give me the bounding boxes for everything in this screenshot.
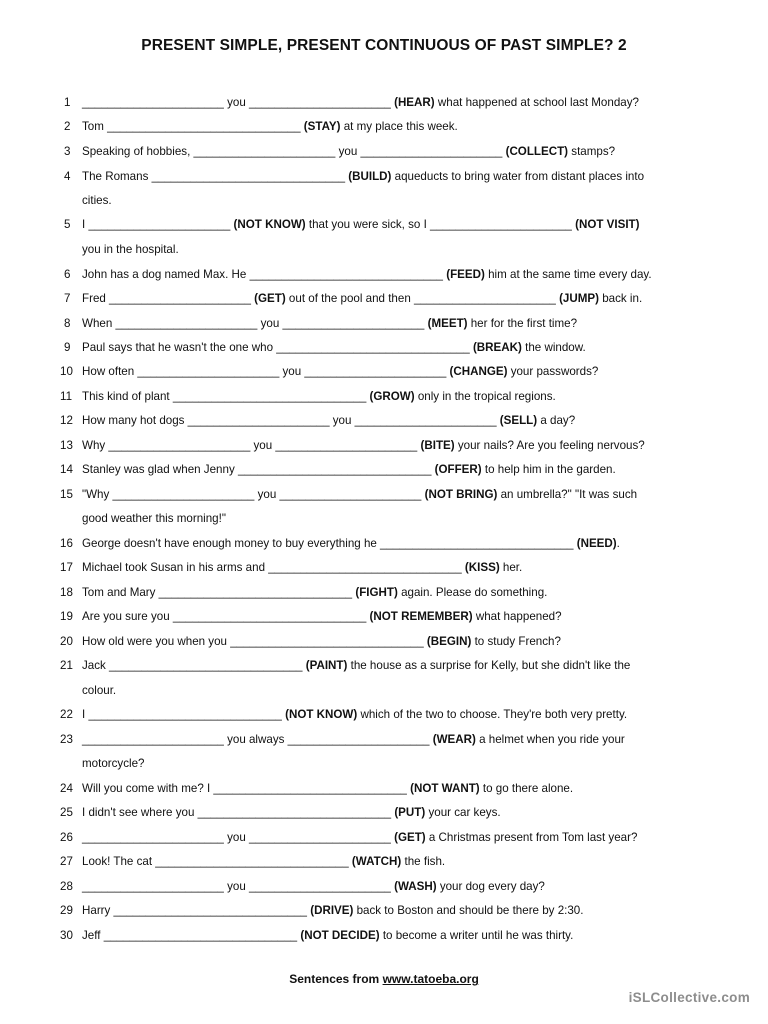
item-text [82,535,620,553]
verb-hint: (GET) [254,292,286,305]
verb-hint: (NOT KNOW) [233,218,306,231]
text-segment: ______________________ you ______________________ [82,831,395,844]
text-segment: How often ______________________ you ______________________ [82,365,450,378]
verb-hint: (PAINT) [305,659,348,672]
exercise-item-29 [0,902,768,920]
item-text [82,559,522,577]
exercise-item-17 [0,559,768,577]
item-number: 7 [64,292,71,305]
text-segment: a Christmas present from Tom last year? [425,831,638,844]
exercise-item-13 [0,437,768,455]
verb-hint: (NOT KNOW) [285,708,358,721]
item-number: 2 [64,120,71,133]
text-segment: Why ______________________ you ______________________ [82,439,421,452]
exercise-continuation [0,682,768,700]
item-number: 18 [60,586,73,599]
item-text [82,927,573,945]
item-number: 6 [64,268,71,281]
item-number: 5 [64,218,71,231]
exercise-item-18 [0,584,768,602]
verb-hint: (NOT WANT) [410,782,480,795]
verb-hint: (PUT) [394,806,426,819]
text-segment: again. Please do something. [397,586,548,599]
exercise-item-10 [0,363,768,381]
text-segment: a day? [537,414,576,427]
verb-hint: (GET) [394,831,426,844]
text-segment: to help him in the garden. [481,463,616,476]
exercise-item-24 [0,780,768,798]
text-segment: I ______________________ [82,218,234,231]
text-segment: Are you sure you ______________________________ [82,610,370,623]
exercise-item-15 [0,486,768,504]
exercise-item-4 [0,168,768,186]
text-segment: that you were sick, so I ______________________ [305,218,576,231]
item-text [82,657,630,675]
verb-hint: (BITE) [420,439,455,452]
item-text [82,633,561,651]
item-number: 25 [60,806,73,819]
footer [0,972,768,986]
text-segment: motorcycle? [82,757,145,770]
verb-hint: (COLLECT) [505,145,569,158]
item-number: 4 [64,170,71,183]
text-segment: him at the same time every day. [484,268,652,281]
item-number: 11 [60,390,73,403]
text-segment: a helmet when you ride your [475,733,625,746]
verb-hint: (NEED) [576,537,617,550]
exercise-continuation [0,192,768,210]
exercise-continuation [0,241,768,259]
text-segment: her. [499,561,523,574]
item-text [82,266,652,284]
verb-hint: (WATCH) [351,855,402,868]
item-text [82,412,575,430]
verb-hint: (BEGIN) [426,635,472,648]
text-segment: ______________________ you ______________________ [82,96,395,109]
text-segment: at my place this week. [340,120,458,133]
text-segment: back to Boston and should be there by 2:30. [353,904,584,917]
text-segment: your car keys. [425,806,501,819]
item-number: 29 [60,904,73,917]
item-number: 15 [60,488,73,501]
text-segment: The Romans ______________________________ [82,170,349,183]
verb-hint: (FEED) [446,268,485,281]
text-segment: "Why ______________________ you ______________________ [82,488,425,501]
item-number: 13 [60,439,73,452]
item-number: 14 [60,463,73,476]
text-segment: out of the pool and then ______________________ [285,292,560,305]
item-text [82,584,547,602]
text-segment: John has a dog named Max. He ______________________________ [82,268,447,281]
verb-hint: (CHANGE) [449,365,508,378]
exercise-item-30 [0,927,768,945]
item-number: 10 [60,365,73,378]
exercise-item-26 [0,829,768,847]
text-segment: only in the tropical regions. [414,390,556,403]
verb-hint: (STAY) [303,120,341,133]
item-number: 9 [64,341,71,354]
text-segment: your passwords? [507,365,599,378]
verb-hint: (SELL) [499,414,538,427]
item-text [82,902,583,920]
item-number: 21 [60,659,73,672]
text-segment: back in. [599,292,643,305]
text-segment: Harry ______________________________ [82,904,311,917]
text-segment: an umbrella?" "It was such [497,488,638,501]
exercise-item-27 [0,853,768,871]
text-segment: cities. [82,194,112,207]
verb-hint: (MEET) [427,317,468,330]
text-segment: Jeff ______________________________ [82,929,301,942]
item-number: 30 [60,929,73,942]
exercise-item-19 [0,608,768,626]
item-text [82,461,616,479]
text-segment: Fred ______________________ [82,292,255,305]
item-number: 12 [60,414,73,427]
source-link[interactable]: www.tatoeba.org [382,972,479,986]
item-number: 16 [60,537,73,550]
item-number: 26 [60,831,73,844]
verb-hint: (NOT DECIDE) [300,929,380,942]
item-text [82,168,644,186]
text-segment: the window. [521,341,586,354]
brand-watermark: iSLCollective.com [628,990,750,1005]
text-segment: Tom ______________________________ [82,120,304,133]
text-segment: your nails? Are you feeling nervous? [454,439,645,452]
item-number: 20 [60,635,73,648]
exercise-item-8 [0,315,768,333]
item-text [82,486,637,504]
item-text [82,829,637,847]
verb-hint: (NOT BRING) [424,488,498,501]
text-segment: . [616,537,620,550]
text-segment: Paul says that he wasn't the one who ______________________________ [82,341,473,354]
item-text [82,755,145,773]
footer-prefix: Sentences from [289,972,383,986]
text-segment: to become a writer until he was thirty. [379,929,574,942]
item-text [82,804,501,822]
verb-hint: (JUMP) [559,292,599,305]
page-title: PRESENT SIMPLE, PRESENT CONTINUOUS OF PAST SIMPLE? 2 [141,37,627,54]
verb-hint: (FIGHT) [355,586,398,599]
item-number: 8 [64,317,71,330]
item-text [82,290,642,308]
text-segment: Speaking of hobbies, ______________________ you ______________________ [82,145,506,158]
verb-hint: (NOT VISIT) [575,218,640,231]
text-segment: to go there alone. [479,782,574,795]
text-segment: the fish. [401,855,446,868]
exercise-item-23 [0,731,768,749]
verb-hint: (BREAK) [472,341,522,354]
item-text [82,853,445,871]
item-text [82,780,573,798]
exercise-item-11 [0,388,768,406]
text-segment: Look! The cat ______________________________ [82,855,352,868]
item-text [82,94,639,112]
text-segment: what happened? [472,610,562,623]
text-segment: Jack ______________________________ [82,659,306,672]
item-text [82,608,562,626]
text-segment: This kind of plant ______________________________ [82,390,370,403]
text-segment: your dog every day? [436,880,545,893]
item-number: 22 [60,708,73,721]
exercise-item-9 [0,339,768,357]
item-text [82,216,640,234]
item-number: 1 [64,96,71,109]
verb-hint: (HEAR) [394,96,435,109]
item-text [82,315,577,333]
item-number: 17 [60,561,73,574]
text-segment: the house as a surprise for Kelly, but she didn't like the [347,659,631,672]
verb-hint: (WEAR) [432,733,476,746]
exercise-item-5 [0,216,768,234]
verb-hint: (DRIVE) [310,904,354,917]
text-segment: you in the hospital. [82,243,179,256]
text-segment: Michael took Susan in his arms and ______________________________ [82,561,465,574]
item-text [82,143,615,161]
text-segment: How many hot dogs ______________________ you ______________________ [82,414,500,427]
exercise-item-2 [0,118,768,136]
text-segment: I ______________________________ [82,708,286,721]
item-text [82,192,112,210]
item-text [82,731,625,749]
item-text [82,118,458,136]
text-segment: I didn't see where you ______________________________ [82,806,395,819]
exercise-item-12 [0,412,768,430]
text-segment: Tom and Mary ______________________________ [82,586,356,599]
item-number: 24 [60,782,73,795]
item-text [82,437,645,455]
text-segment: colour. [82,684,117,697]
text-segment: her for the first time? [467,317,578,330]
text-segment: which of the two to choose. They're both very pretty. [357,708,628,721]
verb-hint: (NOT REMEMBER) [369,610,473,623]
text-segment: stamps? [568,145,616,158]
item-number: 3 [64,145,71,158]
verb-hint: (OFFER) [434,463,482,476]
text-segment: How old were you when you ______________________________ [82,635,427,648]
item-text [82,363,598,381]
verb-hint: (BUILD) [348,170,392,183]
verb-hint: (KISS) [464,561,500,574]
exercise-item-21 [0,657,768,675]
exercise-continuation [0,755,768,773]
item-text [82,241,179,259]
exercise-item-6 [0,266,768,284]
item-number: 23 [60,733,73,746]
item-text [82,682,116,700]
text-segment: what happened at school last Monday? [434,96,639,109]
exercise-item-28 [0,878,768,896]
verb-hint: (GROW) [369,390,415,403]
text-segment: good weather this morning!" [82,512,226,525]
exercise-item-20 [0,633,768,651]
text-segment: ______________________ you always ______________________ [82,733,433,746]
exercise-item-22 [0,706,768,724]
item-text [82,388,556,406]
exercise-item-3 [0,143,768,161]
exercise-item-14 [0,461,768,479]
item-text [82,706,627,724]
text-segment: George doesn't have enough money to buy everything he ______________________________ [82,537,577,550]
item-text [82,339,586,357]
exercise-item-16 [0,535,768,553]
text-segment: When ______________________ you ______________________ [82,317,428,330]
exercise-item-7 [0,290,768,308]
item-number: 27 [60,855,73,868]
text-segment: to study French? [471,635,561,648]
text-segment: Will you come with me? I ______________________________ [82,782,411,795]
item-text [82,510,226,528]
exercise-item-25 [0,804,768,822]
text-segment: Stanley was glad when Jenny ______________________________ [82,463,435,476]
text-segment: aqueducts to bring water from distant places into [391,170,645,183]
item-number: 28 [60,880,73,893]
verb-hint: (WASH) [394,880,437,893]
item-text [82,878,545,896]
text-segment: ______________________ you ______________________ [82,880,395,893]
item-number: 19 [60,610,73,623]
exercise-item-1 [0,94,768,112]
exercise-continuation [0,510,768,528]
